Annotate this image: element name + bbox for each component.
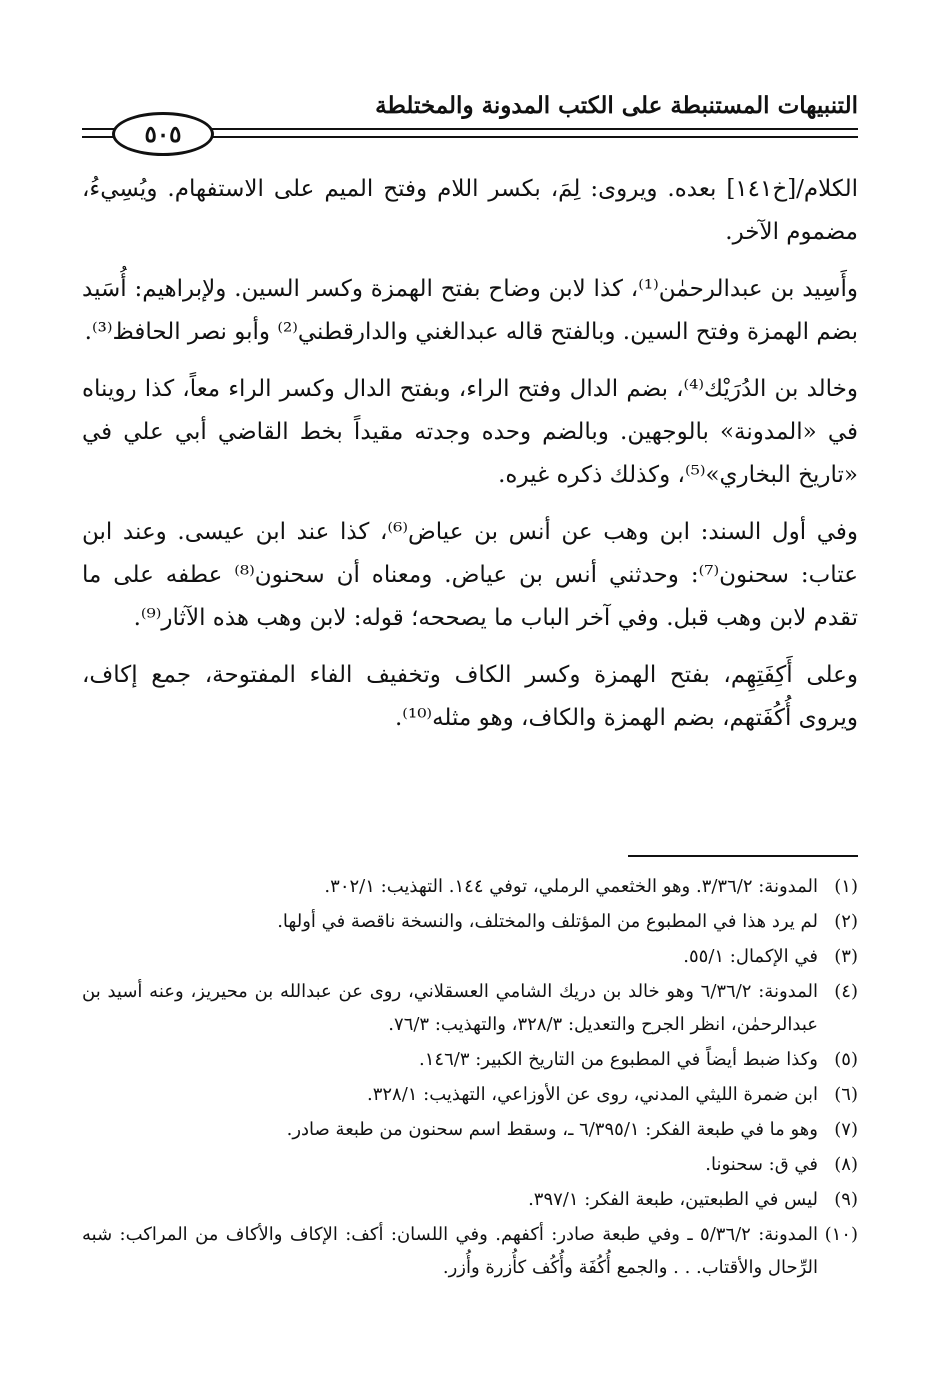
- footnote-text: المدونة: ٦/٣٦/٢ وهو خالد بن دريك الشامي العسقلاني، روى عن عبدالله بن محيريز، وعنه أسيد بن عبدالرحمٰن، انظر الجرح والتعديل: ٣٢٨/٣، والتهذيب: ٧٦/٣.: [82, 981, 818, 1035]
- running-title: التنبيهات المستنبطة على الكتب المدونة والمختلطة: [375, 92, 858, 119]
- paragraph: الكلام/[خ١٤١] بعده. ويروى: لِمَ، بكسر اللام وفتح الميم على الاستفهام. ويُسِيءُ، مضموم الآخر.: [82, 176, 858, 245]
- paragraph: وفي أول السند: ابن وهب عن أنس بن عياض⁽⁶⁾، كذا عند ابن عيسى. وعند ابن عتاب: سحنون⁽⁷⁾: وحدثني أنس بن عياض. ومعناه أن سحنون⁽⁸⁾ عطفه على ما تقدم لابن وهب قبل. وفي آخر الباب ما يصححه؛ قوله: لابن وهب هذه الآثار⁽⁹⁾.: [82, 519, 858, 631]
- footnote-number: (٣): [834, 946, 858, 967]
- footnote-number: (٧): [834, 1119, 858, 1140]
- footnote-number: (٢): [834, 911, 858, 932]
- footnote: [82, 1183, 858, 1216]
- footnote: [82, 905, 858, 938]
- footnote: [82, 1148, 858, 1181]
- footnote-number: (٥): [834, 1049, 858, 1070]
- footnote: [82, 940, 858, 973]
- footnote-text: ليس في الطبعتين، طبعة الفكر: ٣٩٧/١.: [528, 1189, 818, 1210]
- paragraph: وعلى أَكِفَتِهِم، بفتح الهمزة وكسر الكاف وتخفيف الفاء المفتوحة، جمع إكاف، ويروى أُكُفَتهم، بضم الهمزة والكاف، وهو مثله⁽¹⁰⁾.: [82, 662, 858, 731]
- paragraph: وأَسِيد بن عبدالرحمٰن⁽¹⁾، كذا لابن وضاح بفتح الهمزة وكسر السين. ولإبراهيم: أُسَيد بضم الهمزة وفتح السين. وبالفتح قاله عبدالغني والدارقطني⁽²⁾ وأبو نصر الحافظ⁽³⁾.: [82, 276, 858, 345]
- footnote-text: ابن ضمرة الليثي المدني، روى عن الأوزاعي، التهذيب: ٣٢٨/١.: [366, 1084, 818, 1105]
- footnote: [82, 1218, 858, 1284]
- footnote-text: وكذا ضبط أيضاً في المطبوع من التاريخ الكبير: ١٤٦/٣.: [419, 1049, 818, 1070]
- footnote-number: (٤): [834, 981, 858, 1002]
- page-header: [82, 88, 858, 152]
- footnote-number: (١٠): [824, 1224, 858, 1245]
- footnote-number: (٦): [834, 1084, 858, 1105]
- footnote: [82, 975, 858, 1041]
- footnote-text: المدونة: ٥/٣٦/٢ ـ وفي طبعة صادر: أكفهم. وفي اللسان: أكف: الإكاف والأكاف من المراكب: شبه الرِّحال والأقتاب. . . والجمع أُكُفَة وأُكُف كأُزرة وأُزر.: [82, 1224, 819, 1278]
- footnote: [82, 870, 858, 903]
- footnote-text: وهو ما في طبعة الفكر: ٦/٣٩٥/١ ـ، وسقط اسم سحنون من طبعة صادر.: [286, 1119, 818, 1140]
- footnote-text: في الإكمال: ٥٥/١.: [683, 946, 818, 967]
- footnote-text: لم يرد هذا في المطبوع من المؤتلف والمختلف، والنسخة ناقصة في أولها.: [277, 911, 818, 932]
- footnote-number: (٨): [834, 1154, 858, 1175]
- paragraph: وخالد بن الدُرَيْك⁽⁴⁾، بضم الدال وفتح الراء، وبفتح الدال وكسر الراء معاً، كذا رويناه في «المدونة» بالوجهين. وبالضم وحده وجدته مقيداً بخط القاضي أبي علي في «تاريخ البخاري»⁽⁵⁾، وكذلك ذكره غيره.: [82, 376, 858, 488]
- footnote-number: (٩): [834, 1189, 858, 1210]
- main-text: [82, 168, 858, 754]
- page-number: ٥٠٥: [112, 112, 214, 156]
- footnote: [82, 1078, 858, 1111]
- footnote-number: (١): [834, 876, 858, 897]
- footnote: [82, 1043, 858, 1076]
- footnote-text: المدونة: ٣/٣٦/٢. وهو الخثعمي الرملي، توفي ١٤٤. التهذيب: ٣٠٢/١.: [324, 876, 818, 897]
- footnote: [82, 1113, 858, 1146]
- footnote-text: في ق: سحنونا.: [705, 1154, 818, 1175]
- footnotes: [82, 870, 858, 1286]
- footnote-separator: [628, 855, 858, 857]
